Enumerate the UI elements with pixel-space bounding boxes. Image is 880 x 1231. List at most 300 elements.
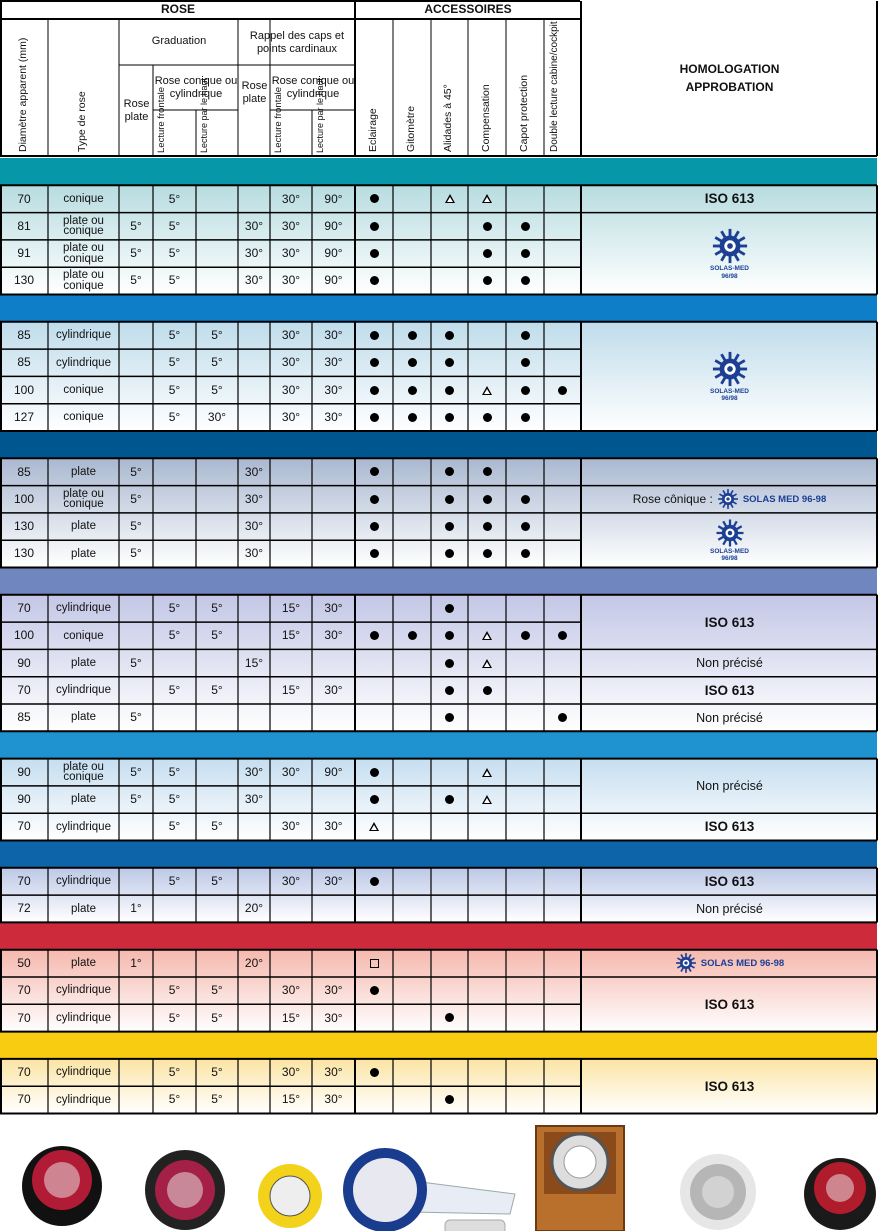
cell-capot <box>506 977 544 1004</box>
filled-dot-icon <box>558 631 567 640</box>
cell-gitometre <box>393 950 431 977</box>
cell-grad-lecture-haut: 5° <box>211 1010 223 1025</box>
cell-rappel-rose-plate <box>238 404 270 431</box>
homologation-iso <box>582 868 877 895</box>
cell-grad-rose-plate: 5° <box>130 764 142 779</box>
cell-grad-lecture-haut: 30° <box>207 409 227 424</box>
filled-dot-icon <box>521 331 530 340</box>
table-row <box>0 404 581 431</box>
table-row <box>0 595 581 622</box>
cell-double-lecture <box>544 540 581 567</box>
cell-grad-lecture-frontale <box>153 895 196 922</box>
filled-dot-icon <box>558 713 567 722</box>
cell-diametre: 127 <box>13 409 35 424</box>
filled-dot-icon <box>370 194 379 203</box>
cell-rappel-lecture-frontale <box>270 649 312 676</box>
filled-dot-icon <box>483 249 492 258</box>
header-eclairage: Eclairage <box>367 108 379 152</box>
cell-type: plate <box>71 793 96 806</box>
cell-eclairage <box>355 977 393 1004</box>
cell-grad-lecture-frontale <box>153 649 196 676</box>
cell-capot <box>506 649 544 676</box>
cell-diametre: 72 <box>17 901 31 916</box>
table-row <box>0 322 581 349</box>
cell-rappel-lecture-frontale: 15° <box>281 601 301 616</box>
filled-dot-icon <box>521 386 530 395</box>
group-band-5 <box>0 731 877 758</box>
cell-rappel-rose-plate: 30° <box>244 546 264 561</box>
cell-type: plate ou conique <box>63 760 104 784</box>
cell-grad-rose-plate: 5° <box>130 710 142 725</box>
cell-rappel-lecture-haut <box>312 950 355 977</box>
cell-alidades <box>431 595 468 622</box>
filled-dot-icon <box>408 358 417 367</box>
cell-grad-lecture-frontale <box>153 458 196 485</box>
cell-grad-rose-plate <box>119 185 153 212</box>
cell-rappel-rose-plate <box>238 622 270 649</box>
cell-alidades <box>431 349 468 376</box>
filled-dot-icon <box>521 358 530 367</box>
cell-rappel-lecture-haut <box>312 486 355 513</box>
filled-dot-icon <box>370 222 379 231</box>
header-compensation: Compensation <box>480 84 492 152</box>
filled-dot-icon <box>445 386 454 395</box>
cell-eclairage <box>355 1086 393 1113</box>
table-row <box>0 540 581 567</box>
cell-rappel-lecture-frontale: 15° <box>281 682 301 697</box>
iso-label: ISO 613 <box>704 873 755 889</box>
cell-eclairage <box>355 185 393 212</box>
filled-dot-icon <box>483 549 492 558</box>
filled-dot-icon <box>445 522 454 531</box>
cell-type: plate ou conique <box>63 487 104 511</box>
cell-grad-lecture-frontale: 5° <box>168 1092 181 1107</box>
cell-grad-lecture-haut: 5° <box>211 382 223 397</box>
header-capot: Capot protection <box>518 74 530 152</box>
table-row <box>0 759 581 786</box>
cell-double-lecture <box>544 950 581 977</box>
table-row <box>0 349 581 376</box>
cell-capot <box>506 1086 544 1113</box>
cell-rappel-lecture-frontale <box>270 486 312 513</box>
cell-eclairage <box>355 622 393 649</box>
cell-rappel-lecture-haut: 30° <box>324 1010 343 1025</box>
cell-rappel-lecture-frontale: 30° <box>281 409 301 424</box>
cell-diametre: 100 <box>13 382 35 397</box>
cell-diametre: 90 <box>17 764 31 779</box>
table-row <box>0 376 581 403</box>
filled-dot-icon <box>445 413 454 422</box>
cell-grad-lecture-haut: 5° <box>211 328 223 343</box>
table-row <box>0 813 581 840</box>
cell-rappel-lecture-haut: 90° <box>324 273 343 288</box>
cell-double-lecture <box>544 595 581 622</box>
filled-dot-icon <box>445 549 454 558</box>
cell-diametre: 91 <box>17 246 31 261</box>
table-row <box>0 704 581 731</box>
table-header <box>0 0 880 158</box>
cell-grad-lecture-frontale: 5° <box>168 355 181 370</box>
cell-grad-lecture-frontale: 5° <box>168 628 181 643</box>
cell-compensation <box>468 376 506 403</box>
filled-dot-icon <box>370 276 379 285</box>
filled-dot-icon <box>483 686 492 695</box>
filled-dot-icon <box>370 549 379 558</box>
table-row <box>0 868 581 895</box>
group-band-6 <box>0 841 877 868</box>
cell-capot <box>506 322 544 349</box>
cell-double-lecture <box>544 813 581 840</box>
cell-grad-lecture-frontale <box>153 513 196 540</box>
cell-eclairage <box>355 759 393 786</box>
cell-compensation <box>468 185 506 212</box>
cell-grad-rose-plate <box>119 322 153 349</box>
cell-diametre: 85 <box>17 710 31 725</box>
table-row <box>0 622 581 649</box>
cell-compensation <box>468 486 506 513</box>
cell-rappel-lecture-frontale: 30° <box>281 191 301 206</box>
cell-grad-lecture-frontale: 5° <box>168 983 181 998</box>
filled-dot-icon <box>370 249 379 258</box>
filled-dot-icon <box>445 659 454 668</box>
filled-dot-icon <box>445 686 454 695</box>
cell-grad-rose-plate: 5° <box>130 273 142 288</box>
cell-double-lecture <box>544 786 581 813</box>
cell-grad-lecture-haut <box>196 649 238 676</box>
cell-eclairage <box>355 786 393 813</box>
cell-rappel-lecture-frontale <box>270 895 312 922</box>
cell-rappel-lecture-haut: 30° <box>324 819 343 834</box>
cell-grad-rose-plate: 5° <box>130 464 142 479</box>
cell-capot <box>506 458 544 485</box>
cell-rappel-lecture-haut: 90° <box>324 764 343 779</box>
filled-dot-icon <box>521 222 530 231</box>
cell-rappel-rose-plate: 30° <box>244 464 264 479</box>
cell-gitometre <box>393 213 431 240</box>
cell-rappel-lecture-haut <box>312 513 355 540</box>
cell-eclairage <box>355 404 393 431</box>
cell-eclairage <box>355 376 393 403</box>
cell-rappel-lecture-haut: 30° <box>324 874 343 889</box>
cell-alidades <box>431 1086 468 1113</box>
solas-logo-text: SOLAS-MED 96/98 <box>710 548 749 563</box>
cell-grad-rose-plate <box>119 376 153 403</box>
cell-capot <box>506 950 544 977</box>
cell-gitometre <box>393 376 431 403</box>
filled-dot-icon <box>408 631 417 640</box>
cell-gitometre <box>393 458 431 485</box>
cell-double-lecture <box>544 977 581 1004</box>
table-row <box>0 1004 581 1031</box>
cell-grad-lecture-frontale <box>153 540 196 567</box>
filled-dot-icon <box>445 795 454 804</box>
filled-dot-icon <box>483 276 492 285</box>
filled-dot-icon <box>445 604 454 613</box>
filled-dot-icon <box>521 522 530 531</box>
triangle-icon <box>445 194 455 203</box>
cell-grad-lecture-frontale: 5° <box>168 246 181 261</box>
cell-alidades <box>431 704 468 731</box>
cell-alidades <box>431 267 468 294</box>
filled-dot-icon <box>445 1013 454 1022</box>
header-rose-conique-graduation: Rose conique ou cylindrique <box>154 75 238 100</box>
cell-rappel-lecture-frontale <box>270 540 312 567</box>
cell-grad-lecture-haut: 5° <box>211 355 223 370</box>
cell-diametre: 70 <box>17 874 31 889</box>
homologation-text <box>582 704 877 731</box>
filled-dot-icon <box>521 249 530 258</box>
cell-gitometre <box>393 185 431 212</box>
cell-type: cylindrique <box>56 329 111 342</box>
cell-gitometre <box>393 786 431 813</box>
cell-grad-lecture-frontale: 5° <box>168 218 181 233</box>
cell-grad-lecture-haut: 5° <box>211 1065 223 1080</box>
solas-inline-text: SOLAS MED 96-98 <box>742 493 827 505</box>
homologation-iso <box>582 813 877 840</box>
cell-compensation <box>468 1059 506 1086</box>
cell-grad-lecture-haut <box>196 185 238 212</box>
cell-rappel-lecture-haut: 90° <box>324 246 343 261</box>
cell-grad-lecture-frontale: 5° <box>168 191 181 206</box>
cell-type: cylindrique <box>56 602 111 615</box>
non-precise-label: Non précisé <box>696 901 763 916</box>
table-row <box>0 1086 581 1113</box>
cell-compensation <box>468 349 506 376</box>
filled-dot-icon <box>370 768 379 777</box>
cell-grad-lecture-haut <box>196 895 238 922</box>
cell-eclairage <box>355 458 393 485</box>
cell-diametre: 50 <box>17 955 31 970</box>
homologation-iso <box>582 1059 877 1114</box>
cell-double-lecture <box>544 349 581 376</box>
cell-rappel-lecture-haut <box>312 540 355 567</box>
cell-grad-lecture-haut: 5° <box>211 682 223 697</box>
group-band-3 <box>0 431 877 458</box>
header-rose: ROSE <box>160 2 195 17</box>
cell-rappel-rose-plate: 30° <box>244 246 264 261</box>
header-homologation: HOMOLOGATION <box>679 62 780 77</box>
filled-dot-icon <box>483 467 492 476</box>
triangle-icon <box>482 194 492 203</box>
cell-grad-lecture-haut <box>196 950 238 977</box>
cell-capot <box>506 213 544 240</box>
header-type-de-rose: Type de rose <box>76 91 88 152</box>
cell-diametre: 130 <box>13 519 35 534</box>
cell-eclairage <box>355 513 393 540</box>
cell-capot <box>506 349 544 376</box>
cell-grad-lecture-frontale <box>153 950 196 977</box>
group-band-2 <box>0 295 877 322</box>
header-accessoires: ACCESSOIRES <box>424 2 512 17</box>
cell-grad-lecture-frontale: 5° <box>168 874 181 889</box>
solas-wheel-icon <box>715 518 745 548</box>
non-precise-label: Non précisé <box>696 778 763 793</box>
table-row <box>0 240 581 267</box>
cell-eclairage <box>355 240 393 267</box>
cell-type: cylindrique <box>56 684 111 697</box>
homologation-iso <box>582 677 877 704</box>
cell-grad-rose-plate <box>119 595 153 622</box>
solas-logo-text: SOLAS-MED 96/98 <box>710 265 749 280</box>
cell-double-lecture <box>544 622 581 649</box>
filled-dot-icon <box>445 631 454 640</box>
triangle-icon <box>482 795 492 804</box>
cell-rappel-lecture-frontale: 30° <box>281 764 301 779</box>
filled-dot-icon <box>370 631 379 640</box>
cell-diametre: 81 <box>17 218 31 233</box>
square-icon <box>370 959 379 968</box>
cell-alidades <box>431 240 468 267</box>
cell-grad-lecture-frontale: 5° <box>168 819 181 834</box>
table-row <box>0 267 581 294</box>
cell-type: conique <box>63 411 104 424</box>
cell-capot <box>506 267 544 294</box>
cell-rappel-lecture-frontale <box>270 704 312 731</box>
homologation-solas-inline <box>582 486 877 513</box>
cell-capot <box>506 1059 544 1086</box>
cell-diametre: 70 <box>17 682 31 697</box>
iso-label: ISO 613 <box>704 191 755 207</box>
filled-dot-icon <box>445 331 454 340</box>
cell-grad-lecture-frontale: 5° <box>168 328 181 343</box>
filled-dot-icon <box>370 358 379 367</box>
cell-rappel-rose-plate: 20° <box>244 901 264 916</box>
homologation-blank <box>582 458 877 485</box>
cell-compensation <box>468 704 506 731</box>
iso-label: ISO 613 <box>704 819 755 835</box>
filled-dot-icon <box>370 522 379 531</box>
cell-capot <box>506 240 544 267</box>
cell-rappel-lecture-frontale <box>270 458 312 485</box>
triangle-icon <box>482 631 492 640</box>
cell-capot <box>506 1004 544 1031</box>
homologation-iso <box>582 595 877 650</box>
header-lecture-par-le-haut-rappel: Lecture par le haut <box>315 77 325 153</box>
filled-dot-icon <box>370 1068 379 1077</box>
cell-rappel-lecture-haut: 30° <box>324 601 343 616</box>
cell-rappel-lecture-haut: 30° <box>324 382 343 397</box>
solas-wheel-icon <box>717 488 739 510</box>
cell-rappel-lecture-haut <box>312 704 355 731</box>
cell-compensation <box>468 595 506 622</box>
cell-double-lecture <box>544 677 581 704</box>
cell-grad-rose-plate: 5° <box>130 546 142 561</box>
cell-eclairage <box>355 895 393 922</box>
cell-alidades <box>431 895 468 922</box>
cell-alidades <box>431 950 468 977</box>
table-row <box>0 950 581 977</box>
cell-gitometre <box>393 1086 431 1113</box>
filled-dot-icon <box>521 631 530 640</box>
cell-gitometre <box>393 649 431 676</box>
cell-rappel-lecture-frontale: 15° <box>281 1092 301 1107</box>
solas-logo <box>707 350 753 402</box>
cell-eclairage <box>355 213 393 240</box>
cell-eclairage <box>355 704 393 731</box>
filled-dot-icon <box>408 413 417 422</box>
cell-alidades <box>431 1004 468 1031</box>
cell-eclairage <box>355 267 393 294</box>
cell-double-lecture <box>544 868 581 895</box>
cell-alidades <box>431 404 468 431</box>
header-lecture-frontale-rappel: Lecture frontale <box>273 86 284 153</box>
cell-capot <box>506 376 544 403</box>
cell-eclairage <box>355 595 393 622</box>
cell-gitometre <box>393 868 431 895</box>
cell-double-lecture <box>544 213 581 240</box>
cell-grad-lecture-frontale <box>153 704 196 731</box>
cell-rappel-rose-plate: 30° <box>244 519 264 534</box>
cell-double-lecture <box>544 240 581 267</box>
filled-dot-icon <box>370 495 379 504</box>
cell-rappel-lecture-haut: 30° <box>324 983 343 998</box>
triangle-icon <box>369 822 379 831</box>
solas-wheel-icon <box>711 350 749 388</box>
cell-rappel-lecture-haut: 30° <box>324 328 343 343</box>
filled-dot-icon <box>483 522 492 531</box>
cell-eclairage <box>355 677 393 704</box>
cell-capot <box>506 404 544 431</box>
cell-rappel-lecture-frontale <box>270 786 312 813</box>
cell-capot <box>506 513 544 540</box>
homologation-solas <box>582 513 877 568</box>
filled-dot-icon <box>483 495 492 504</box>
cell-compensation <box>468 868 506 895</box>
cell-eclairage <box>355 349 393 376</box>
cell-type: cylindrique <box>56 820 111 833</box>
cell-grad-rose-plate <box>119 813 153 840</box>
cell-double-lecture <box>544 376 581 403</box>
cell-grad-lecture-frontale: 5° <box>168 792 181 807</box>
cell-gitometre <box>393 540 431 567</box>
cell-compensation <box>468 240 506 267</box>
table-row <box>0 786 581 813</box>
cell-rappel-rose-plate: 30° <box>244 792 264 807</box>
cell-diametre: 90 <box>17 792 31 807</box>
cell-alidades <box>431 759 468 786</box>
cell-grad-rose-plate <box>119 1004 153 1031</box>
cell-alidades <box>431 1059 468 1086</box>
cell-grad-lecture-haut <box>196 213 238 240</box>
cell-rappel-lecture-frontale: 30° <box>281 382 301 397</box>
cell-type: cylindrique <box>56 1066 111 1079</box>
homologation-solas <box>582 322 877 431</box>
cell-diametre: 90 <box>17 655 31 670</box>
cell-grad-lecture-haut <box>196 267 238 294</box>
cell-gitometre <box>393 977 431 1004</box>
filled-dot-icon <box>370 877 379 886</box>
filled-dot-icon <box>558 386 567 395</box>
filled-dot-icon <box>521 549 530 558</box>
cell-alidades <box>431 486 468 513</box>
cell-compensation <box>468 677 506 704</box>
cell-grad-lecture-frontale: 5° <box>168 1065 181 1080</box>
table-row <box>0 213 581 240</box>
header-graduation: Graduation <box>151 34 207 47</box>
table-row <box>0 513 581 540</box>
compass-yellow-handbearing <box>258 1164 322 1228</box>
cell-alidades <box>431 786 468 813</box>
cell-rappel-lecture-frontale: 30° <box>281 355 301 370</box>
cell-rappel-lecture-frontale <box>270 513 312 540</box>
cell-type: plate ou conique <box>63 242 104 265</box>
cell-compensation <box>468 977 506 1004</box>
product-photos-strip <box>0 1118 880 1231</box>
cell-capot <box>506 185 544 212</box>
cell-diametre: 70 <box>17 601 31 616</box>
cell-rappel-lecture-frontale: 30° <box>281 1065 301 1080</box>
header-alidades: Alidades à 45° <box>442 84 454 152</box>
